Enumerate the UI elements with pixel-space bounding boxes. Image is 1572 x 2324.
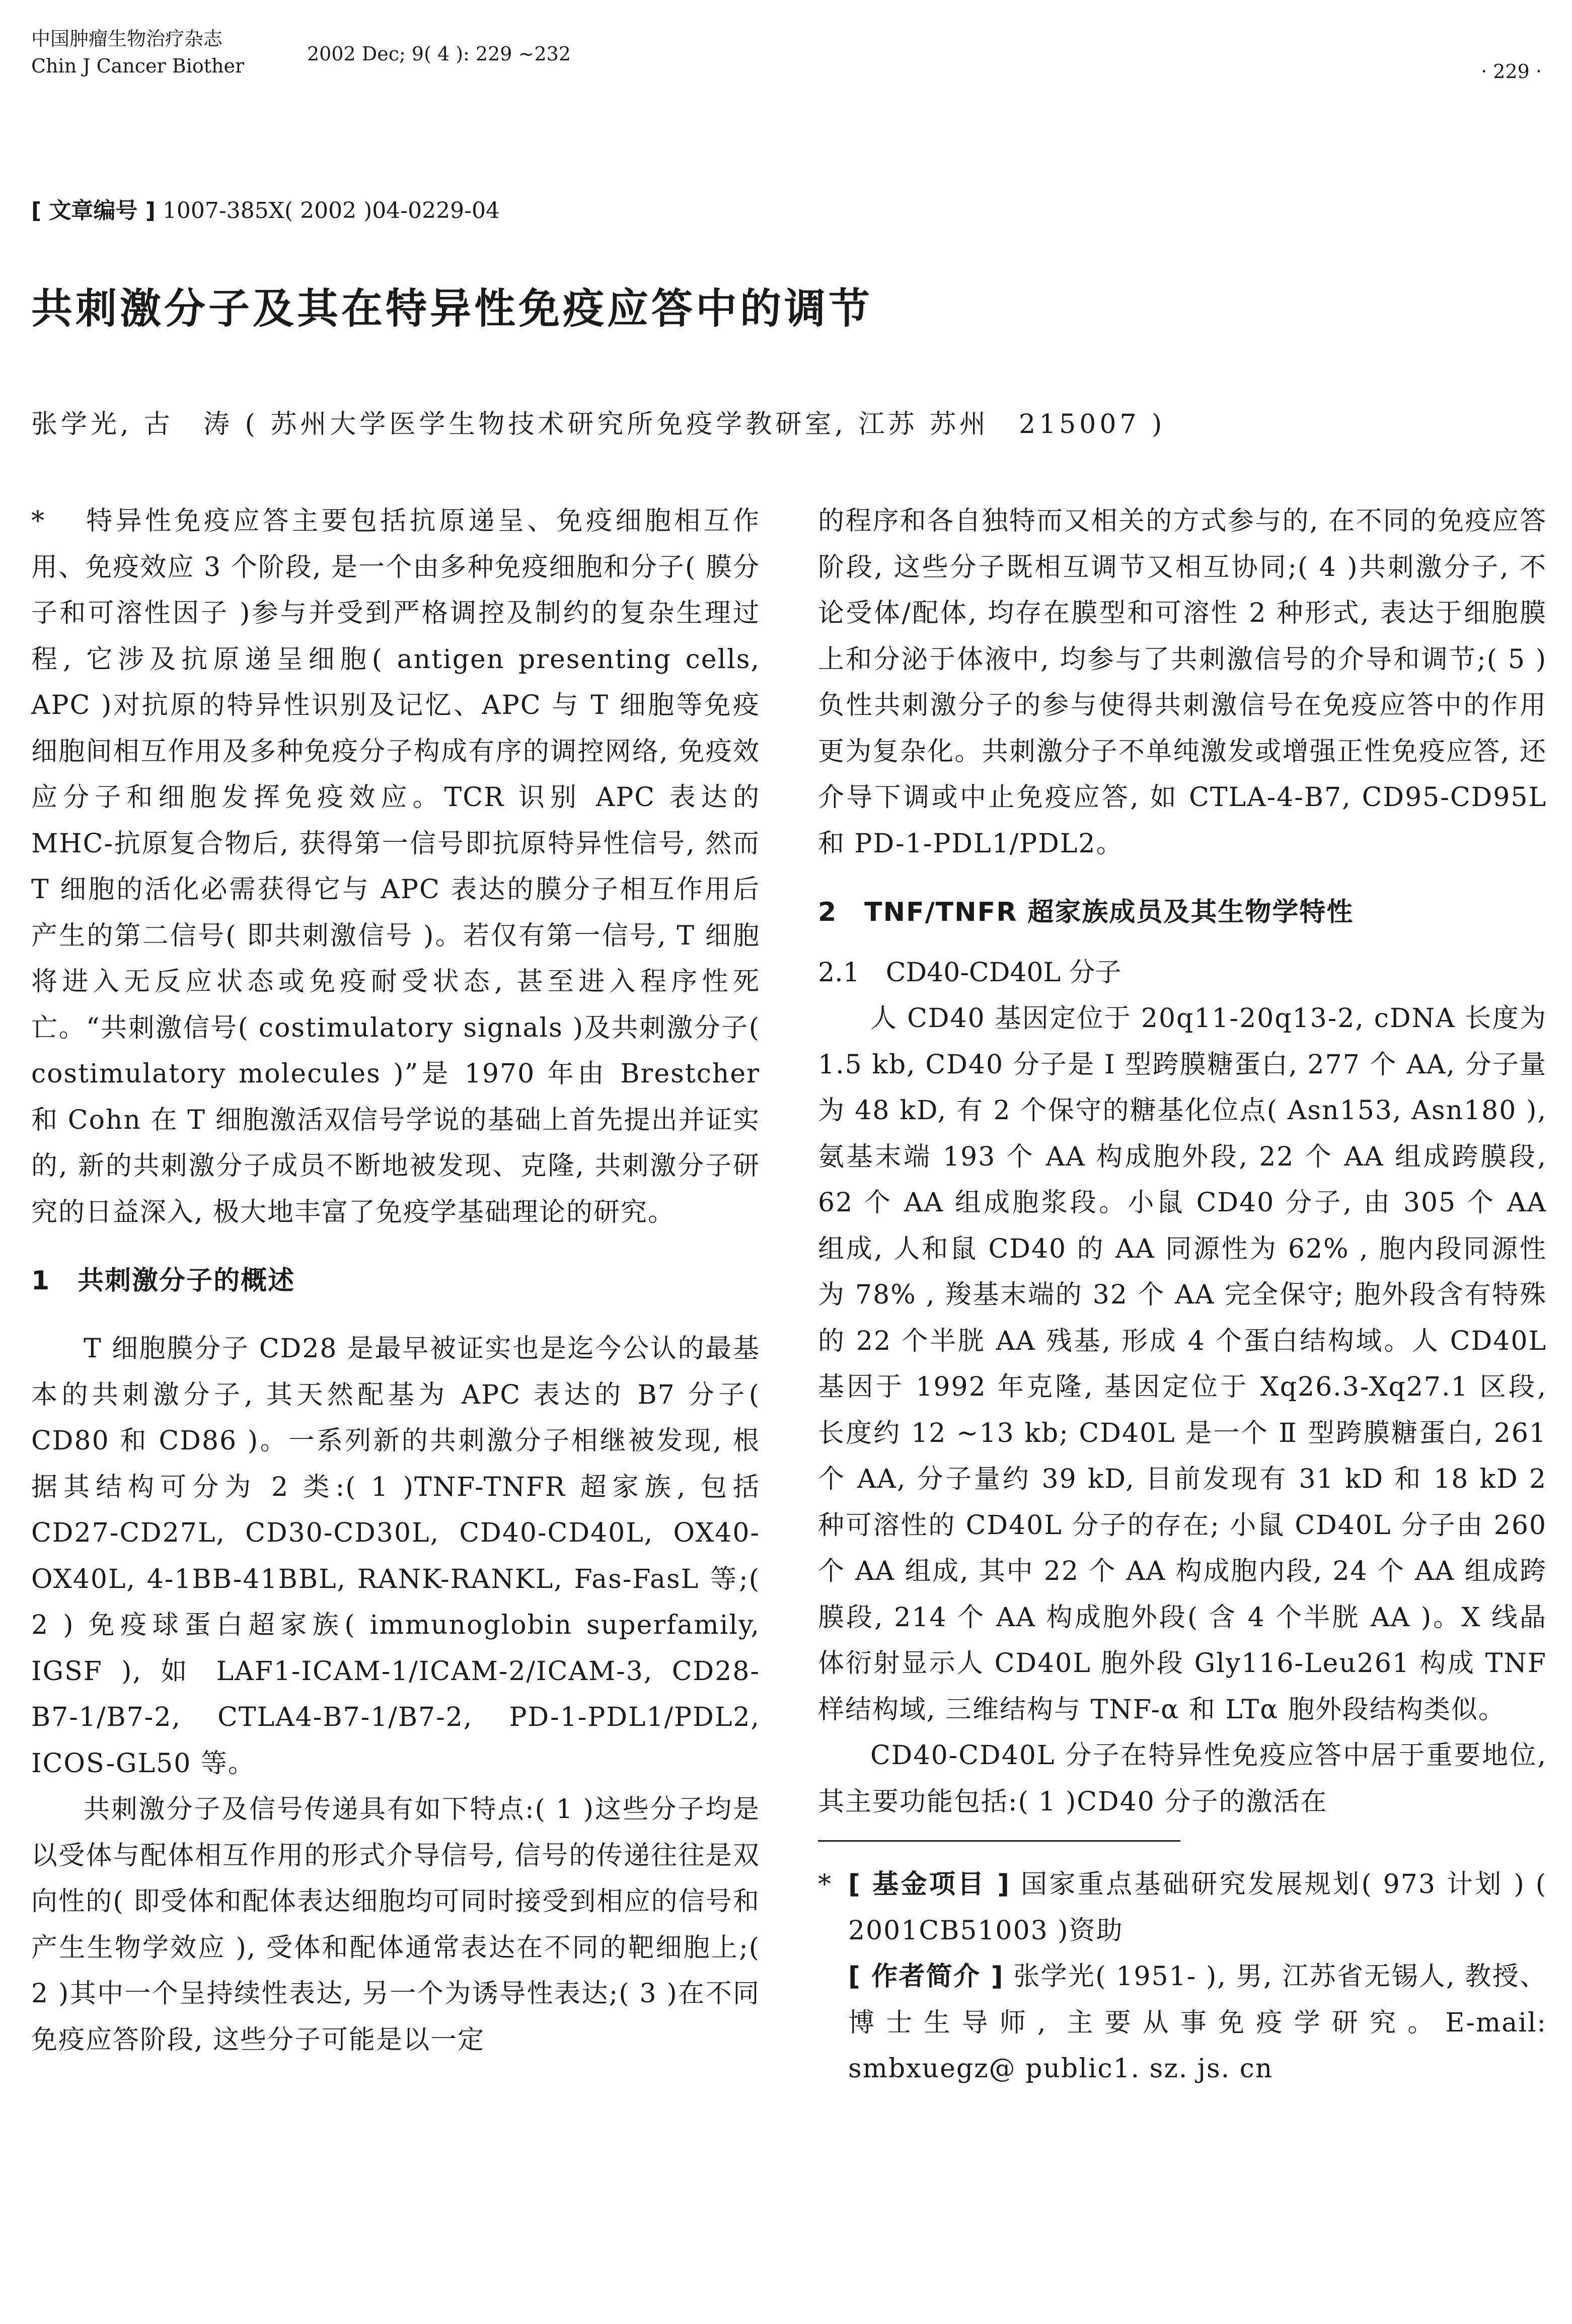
intro-paragraph: * 特异性免疫应答主要包括抗原递呈、免疫细胞相互作用、免疫效应 3 个阶段, 是一个由多种免疫细胞和分子( 膜分子和可溶性因子 )参与并受到严格调控及制约的复杂生理过程, 它涉及抗原递呈细胞( antigen presenting cells, APC )对抗原的特异性识别及记忆、APC 与 T 细胞等免疫细胞间相互作用及多种免疫分子构成有序的调控网络, 免疫效应分子和细胞发挥免疫效应。TCR 识别 APC 表达的 MHC-抗原复合物后, 获得第一信号即抗原特异性信号, 然而 T 细胞的活化必需获得它与 APC 表达的膜分子相互作用后产生的第二信号( 即共刺激信号 )。若仅有第一信号, T 细胞将进入无反应状态或免疫耐受状态, 甚至进入程序性死亡。“共刺激信号( costimulatory signals )及共刺激分子( costimulatory molecules )”是 1970 年由 Brestcher 和 Cohn 在 T 细胞激活双信号学说的基础上首先提出并证实的, 新的共刺激分子成员不断地被发现、克隆, 共刺激分子研究的日益深入, 极大地丰富了免疫学基础理论的研究。 [31,506,760,1227]
footnote-author [818,1954,1547,2092]
section-1-paragraph-2: 共刺激分子及信号传递具有如下特点:( 1 )这些分子均是以受体与配体相互作用的形式介导信号, 信号的传递往往是双向性的( 即受体和配体表达细胞均可同时接受到相应的信号和产生生物学效应 ), 受体和配体通常表达在不同的靶细胞上;( 2 )其中一个呈持续性表达, 另一个为诱导性表达;( 3 )在不同免疫应答阶段, 这些分子可能是以一定 [31,1794,760,2055]
author-bio-text: 张学光( 1951- ), 男, 江苏省无锡人, 教授、博士生导师, 主要从事免疫学研究。E-mail: smbxuegz@ public1. sz. js. cn [848,1962,1547,2084]
fund-text: 国家重点基础研究发展规划( 973 计划 ) ( 2001CB51003 )资助 [848,1869,1547,1946]
author-bio-label: [ 作者简介 ] [848,1962,1004,1992]
footnote-divider [818,1840,1180,1842]
section-2-1-paragraph-1: 人 CD40 基因定位于 20q11-20q13-2, cDNA 长度为 1.5 kb, CD40 分子是 Ⅰ 型跨膜糖蛋白, 277 个 AA, 分子量为 48 kD, 有 2 个保守的糖基化位点( Asn153, Asn180 ), 氨基末端 193 个 AA 构成胞外段, 22 个 AA 组成跨膜段, 62 个 AA 组成胞浆段。小鼠 CD40 分子, 由 305 个 AA 组成, 人和鼠 CD40 的 AA 同源性为 62% , 胞内段同源性为 78% , 羧基末端的 32 个 AA 完全保守; 胞外段含有特殊的 22 个半胱 AA 残基, 形成 4 个蛋白结构域。人 CD40L 基因于 1992 年克隆, 基因定位于 Xq26.3-Xq27.1 区段, 长度约 12 ~13 kb; CD40L 是一个 Ⅱ 型跨膜糖蛋白, 261 个 AA, 分子量约 39 kD, 目前发现有 31 kD 和 18 kD 2 种可溶性的 CD40L 分子的存在; 小鼠 CD40L 分子由 260 个 AA 组成, 其中 22 个 AA 构成胞内段, 24 个 AA 组成跨膜段, 214 个 AA 构成胞外段( 含 4 个半胱 AA )。X 线晶体衍射显示人 CD40L 胞外段 Gly116-Leu261 构成 TNF 样结构域, 三维结构与 TNF-α 和 LTα 胞外段结构类似。 [818,1003,1547,1725]
journal-name-cn: 中国肿瘤生物治疗杂志 [31,28,223,50]
section-2-1-paragraph-2: CD40-CD40L 分子在特异性免疫应答中居于重要地位, 其主要功能包括:( 1 )CD40 分子的激活在 [818,1740,1547,1817]
fund-label: [ 基金项目 ] [848,1869,1011,1900]
section-1-paragraph-1: T 细胞膜分子 CD28 是最早被证实也是迄今公认的最基本的共刺激分子, 其天然配基为 APC 表达的 B7 分子( CD80 和 CD86 )。一系列新的共刺激分子相继被发现, 根据其结构可分为 2 类:( 1 )TNF-TNFR 超家族, 包括 CD27-CD27L, CD30-CD30L, CD40-CD40L, OX40-OX40L, 4-1BB-41BBL, RANK-RANKL, Fas-FasL 等;( 2 ) 免疫球蛋白超家族( immunoglobin superfamily, IGSF ), 如 LAF1-ICAM-1/ICAM-2/ICAM-3, CD28-B7-1/B7-2, CTLA4-B7-1/B7-2, PD-1-PDL1/PDL2, ICOS-GL50 等。 [31,1334,760,1779]
page-number: · 229 · [1481,60,1542,83]
left-column [31,498,760,2063]
section-1-heading: 1 共刺激分子的概述 [31,1266,295,1296]
right-column [818,498,1547,2092]
article-number-value: 1007-385X( 2002 )04-0229-04 [162,198,500,224]
author-affiliation: 张学光, 古 涛 ( 苏州大学医学生物技术研究所免疫学教研室, 江苏 苏州 215007 ) [31,409,1166,440]
running-header [31,25,244,80]
section-2-heading: 2 TNF/TNFR 超家族成员及其生物学特性 [818,897,1354,927]
article-title: 共刺激分子及其在特异性免疫应答中的调节 [31,285,873,333]
footnote-fund [818,1862,1547,1954]
footnote-marker: * [818,1869,832,1900]
issue-info: 2002 Dec; 9( 4 ): 229 ~232 [307,43,571,65]
continued-paragraph: 的程序和各自独特而又相关的方式参与的, 在不同的免疫应答阶段, 这些分子既相互调节又相互协同;( 4 )共刺激分子, 不论受体/配体, 均存在膜型和可溶性 2 种形式, 表达于细胞膜上和分泌于体液中, 均参与了共刺激信号的介导和调节;( 5 )负性共刺激分子的参与使得共刺激信号在免疫应答中的作用更为复杂化。共刺激分子不单纯激发或增强正性免疫应答, 还介导下调或中止免疫应答, 如 CTLA-4-B7, CD95-CD95L 和 PD-1-PDL1/PDL2。 [818,506,1547,859]
article-number-label: [ 文章编号 ] [31,198,156,224]
article-number [31,192,500,225]
journal-name-en: Chin J Cancer Biother [31,55,245,77]
section-2-1-heading: 2.1 CD40-CD40L 分子 [818,958,1121,988]
